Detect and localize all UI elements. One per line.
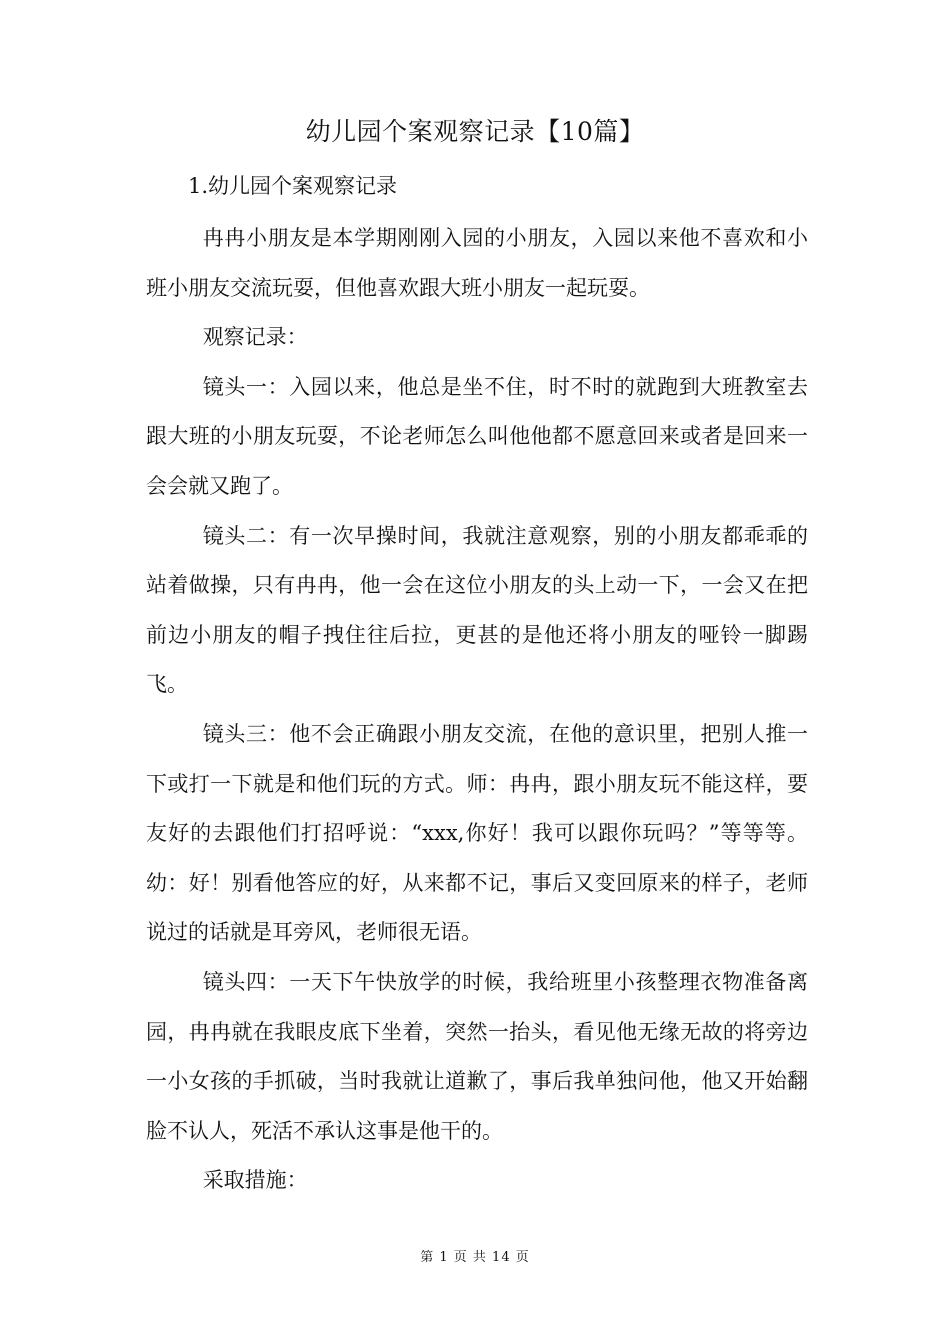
section-heading: 1.幼儿园个案观察记录 bbox=[188, 174, 398, 198]
document-body bbox=[146, 214, 808, 1206]
paragraph-intro: 冉冉小朋友是本学期刚刚入园的小朋友，入园以来他不喜欢和小班小朋友交流玩耍，但他喜欢跟大班小朋友一起玩耍。 bbox=[146, 226, 808, 300]
document-title: 幼儿园个案观察记录【10篇】 bbox=[305, 117, 645, 146]
paragraph-scene-three: 镜头三：他不会正确跟小朋友交流，在他的意识里，把别人推一下或打一下就是和他们玩的方式。师：冉冉，跟小朋友玩不能这样，要友好的去跟他们打招呼说：“xxx,你好！我可以跟你玩吗？”等等等。幼：好！别看他答应的好，从来都不记，事后又变回原来的样子，老师说过的话就是耳旁风，老师很无语。 bbox=[146, 721, 808, 945]
page-footer: 第 1 页 共 14 页 bbox=[420, 1250, 530, 1265]
paragraph-scene-four: 镜头四：一天下午快放学的时候，我给班里小孩整理衣物准备离园，冉冉就在我眼皮底下坐着，突然一抬头，看见他无缘无故的将旁边一小女孩的手抓破，当时我就让道歉了，事后我单独问他，他又开始翻脸不认人，死活不承认这事是他干的。 bbox=[146, 969, 808, 1143]
paragraph-scene-one: 镜头一：入园以来，他总是坐不住，时不时的就跑到大班教室去跟大班的小朋友玩耍，不论老师怎么叫他他都不愿意回来或者是回来一会会就又跑了。 bbox=[146, 374, 808, 498]
paragraph-measures-heading: 采取措施： bbox=[202, 1168, 308, 1193]
paragraph-scene-two: 镜头二：有一次早操时间，我就注意观察，别的小朋友都乖乖的站着做操，只有冉冉，他一会在这位小朋友的头上动一下，一会又在把前边小朋友的帽子拽住往后拉，更甚的是他还将小朋友的哑铃一脚踢飞。 bbox=[146, 523, 808, 697]
paragraph-observation-heading: 观察记录： bbox=[202, 325, 308, 350]
